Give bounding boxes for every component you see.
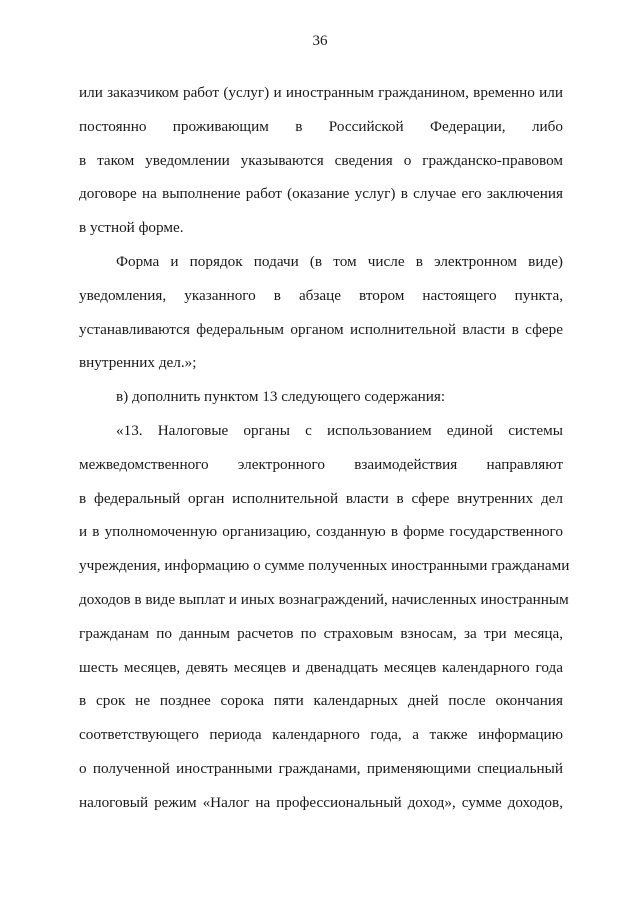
text-line: Форма и порядок подачи (в том числе в электронном виде) — [116, 252, 563, 270]
text-line: или заказчиком работ (услуг) и иностранным гражданином, временно или — [79, 84, 563, 101]
text-line: в устной форме. — [79, 219, 184, 237]
text-line: шесть месяцев, девять месяцев и двенадцать месяцев календарного года — [79, 658, 563, 676]
text-line: договоре на выполнение работ (оказание услуг) в случае его заключения — [79, 185, 563, 203]
text-line: соответствующего периода календарного года, а также информацию — [79, 726, 563, 744]
text-line: уведомления, указанного в абзаце втором настоящего пункта, — [79, 286, 563, 304]
text-line: «13. Налоговые органы с использованием единой системы — [116, 421, 563, 439]
text-line: в таком уведомлении указываются сведения о гражданско-правовом — [79, 151, 563, 169]
text-line: в федеральный орган исполнительной власти в сфере внутренних дел — [79, 489, 563, 507]
text-line: устанавливаются федеральным органом исполнительной власти в сфере — [79, 320, 563, 338]
text-line: учреждения, информацию о сумме полученных иностранными гражданами — [79, 557, 570, 575]
text-line: в) дополнить пунктом 13 следующего содержания: — [116, 388, 446, 406]
text-line: налоговый режим «Налог на профессиональный доход», сумме доходов, — [79, 793, 563, 811]
page-number: 36 — [312, 33, 328, 49]
text-line: и в уполномоченную организацию, созданную в форме государственного — [79, 523, 563, 541]
text-line: доходов в виде выплат и иных вознаграждений, начисленных иностранным — [79, 590, 569, 608]
text-line: в срок не позднее сорока пяти календарных дней после окончания — [79, 692, 563, 710]
text-line: постоянно проживающим в Российской Федерации, либо — [79, 117, 563, 135]
text-line: межведомственного электронного взаимодействия направляют — [79, 455, 563, 473]
text-line: о полученной иностранными гражданами, применяющими специальный — [79, 759, 563, 777]
text-line: внутренних дел.»; — [79, 354, 197, 372]
text-line: гражданам по данным расчетов по страховым взносам, за три месяца, — [79, 624, 563, 642]
document-body — [79, 76, 570, 820]
